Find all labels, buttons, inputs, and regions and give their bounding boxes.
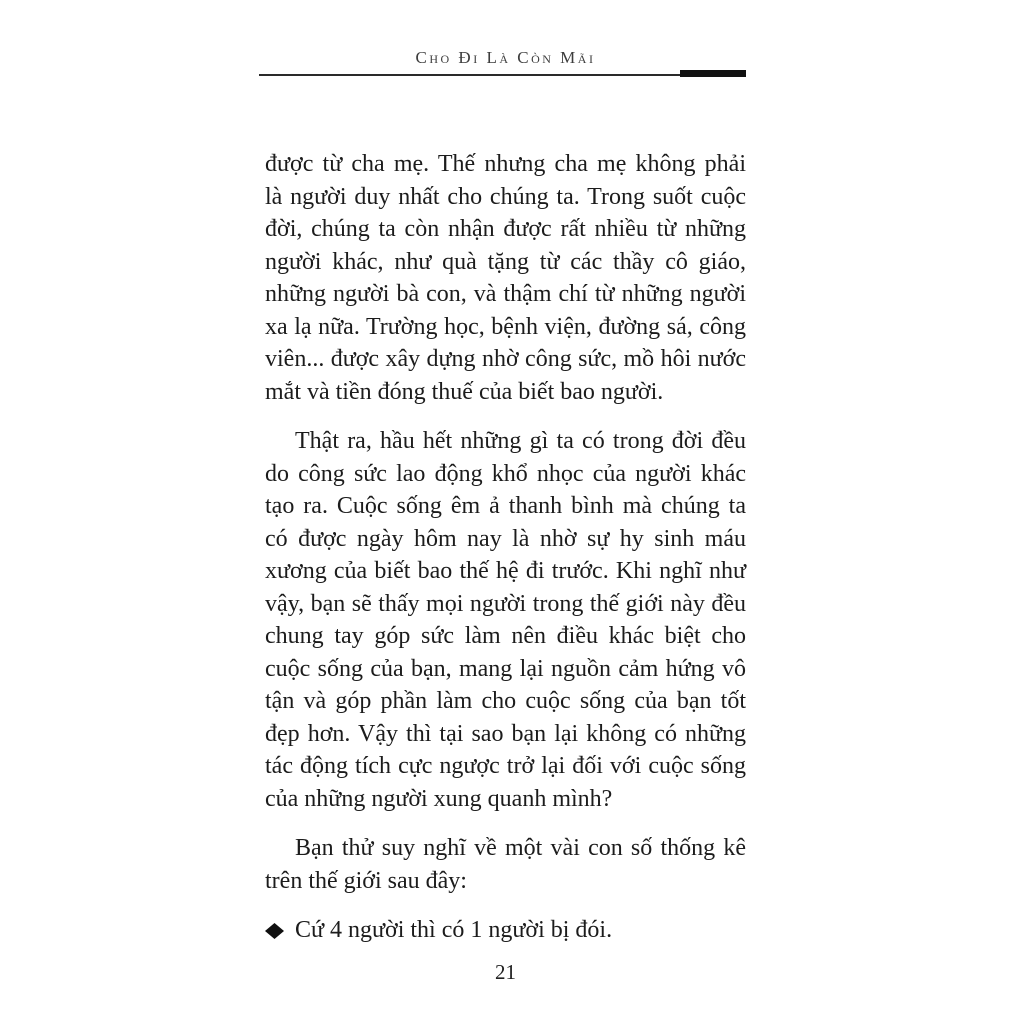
text-line: người khác, như quà tặng từ các thầy cô giáo,: [265, 248, 746, 275]
text-line: tạo ra. Cuộc sống êm ả thanh bình mà chúng ta: [265, 493, 746, 519]
text-line: đẹp hơn. Vậy thì tại sao bạn lại không có những: [265, 720, 746, 747]
text-line: Thật ra, hầu hết những gì ta có trong đời đều: [295, 428, 746, 454]
paragraph: [265, 148, 746, 408]
text-line: những người bà con, và thậm chí từ những người: [265, 281, 746, 307]
text-line: mắt và tiền đóng thuế của biết bao người.: [265, 378, 664, 405]
header-rule: [259, 74, 746, 76]
text-line: là người duy nhất cho chúng ta. Trong suốt cuộc: [265, 183, 746, 210]
text-line: có được ngày hôm nay là nhờ sự hy sinh máu: [265, 525, 746, 552]
diamond-bullet-icon: [265, 923, 284, 939]
running-header-title: Cho Đi Là Còn Mãi: [415, 48, 596, 67]
text-line: tận và góp phần làm cho cuộc sống của bạn tốt: [265, 688, 746, 714]
text-line: Bạn thử suy nghĩ về một vài con số thống kê: [295, 835, 746, 861]
text-line: tác động tích cực ngược trở lại đối với cuộc sống: [265, 753, 746, 779]
text-line: của những người xung quanh mình?: [265, 785, 613, 812]
bullet-text: Cứ 4 người thì có 1 người bị đói.: [295, 917, 613, 943]
paragraph: [265, 425, 746, 815]
page-body-text: [265, 148, 746, 964]
text-line: chung tay góp sức làm nên điều khác biệt cho: [265, 623, 746, 649]
header-rule-thick-segment: [680, 70, 746, 77]
text-line: do công sức lao động khổ nhọc của người khác: [265, 460, 746, 487]
text-line: xương của biết bao thế hệ đi trước. Khi nghĩ như: [265, 558, 746, 584]
text-line: đời, chúng ta còn nhận được rất nhiều từ những: [265, 216, 746, 242]
text-line: viên... được xây dựng nhờ công sức, mồ hôi nước: [265, 346, 746, 372]
paragraph: [265, 832, 746, 897]
text-line: vậy, bạn sẽ thấy mọi người trong thế giới này đều: [265, 590, 746, 617]
text-line: cuộc sống của bạn, mang lại nguồn cảm hứng vô: [265, 655, 746, 682]
text-line: được từ cha mẹ. Thế nhưng cha mẹ không phải: [265, 151, 746, 177]
page-number: 21: [495, 960, 516, 984]
bullet-list-item: [265, 914, 746, 947]
text-line: xa lạ nữa. Trường học, bệnh viện, đường sá, công: [265, 313, 746, 340]
text-line: trên thế giới sau đây:: [265, 867, 467, 894]
